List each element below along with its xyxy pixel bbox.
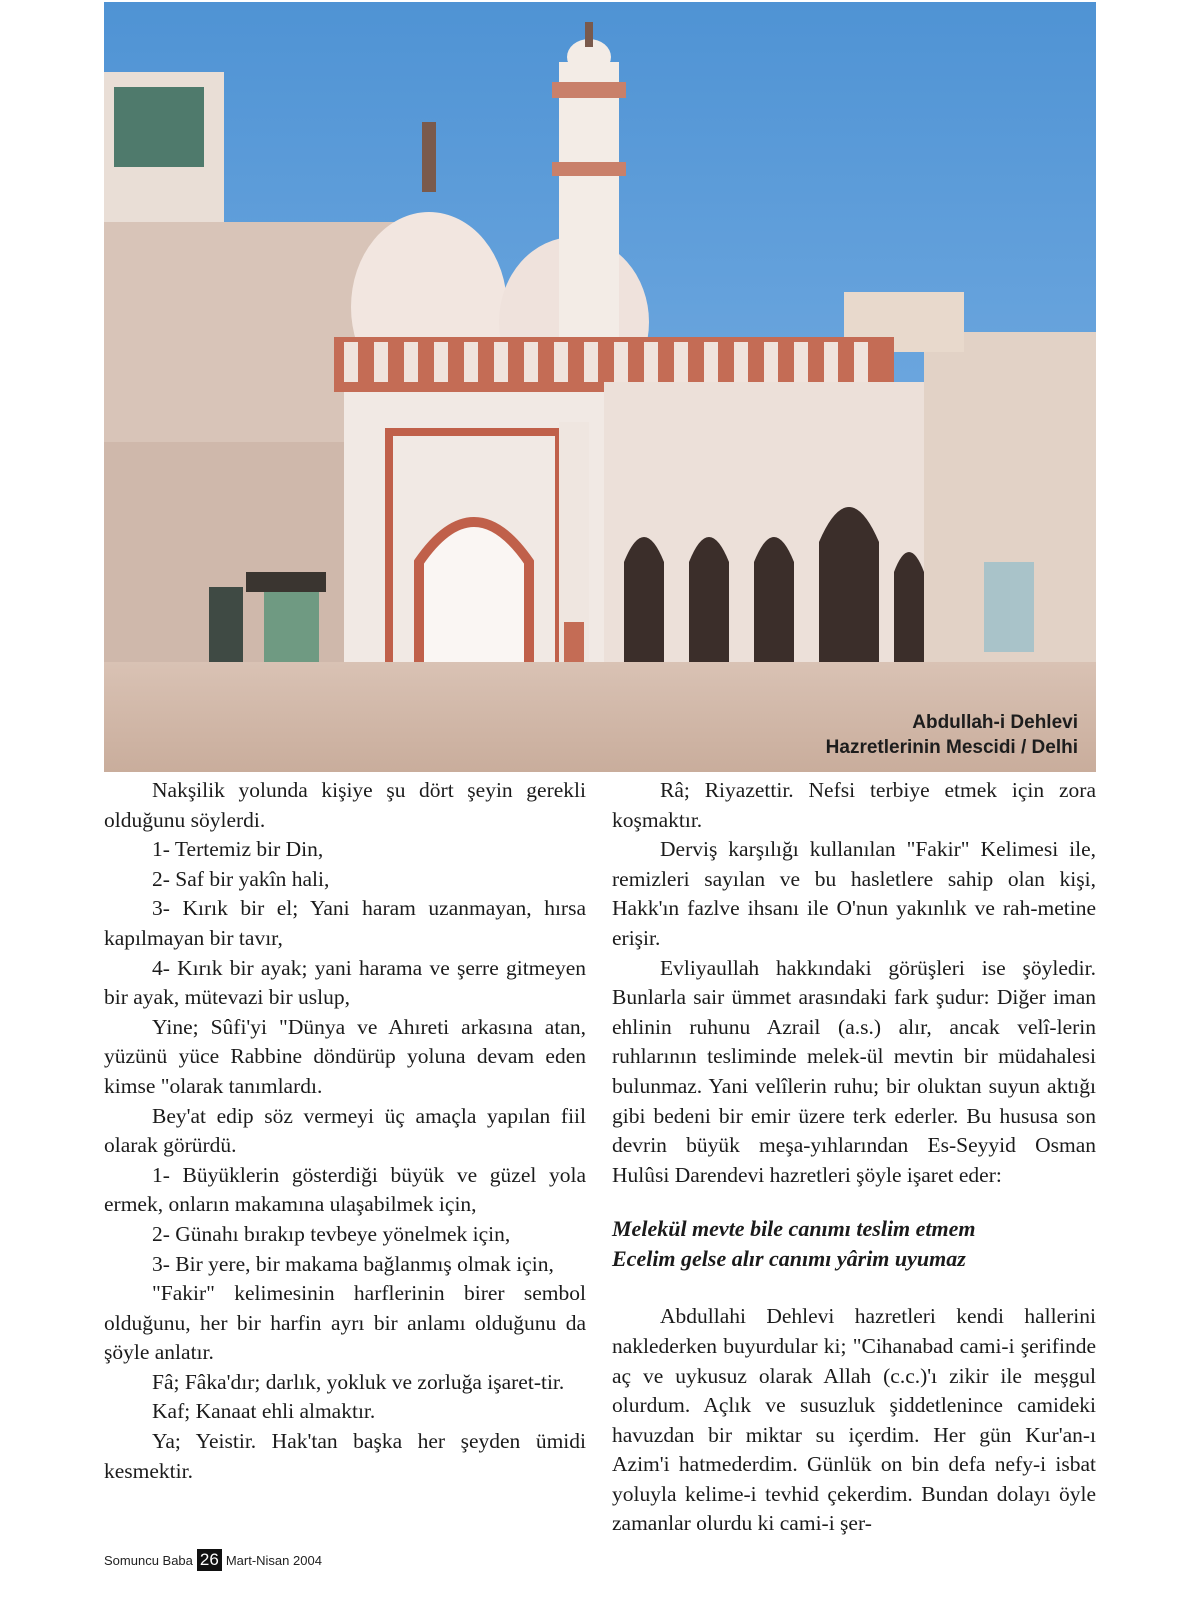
caption-line-1: Abdullah-i Dehlevi: [912, 712, 1078, 733]
poem-line-2: Ecelim gelse alır canımı yârim uyumaz: [612, 1246, 966, 1272]
page-number: 26: [197, 1549, 222, 1571]
paragraph: 3- Kırık bir el; Yani haram uzanmayan, hırsa kapılmayan bir tavır,: [104, 896, 586, 950]
page-footer: [104, 1549, 322, 1571]
paragraph: Yine; Sûfi'yi "Dünya ve Ahıreti arkasına atan, yüzünü yüce Rabbine döndürüp yoluna devam eden kimse "olarak tanımlardı.: [104, 1014, 586, 1098]
left-text-column: [104, 776, 586, 1486]
issue-date: Mart-Nisan 2004: [225, 1552, 322, 1568]
paragraph: Nakşilik yolunda kişiye şu dört şeyin gerekli olduğunu söylerdi.: [104, 778, 586, 832]
paragraph: Ya; Yeistir. Hak'tan başka her şeyden ümidi kesmektir.: [104, 1429, 586, 1483]
paragraph: 1- Büyüklerin gösterdiği büyük ve güzel yola ermek, onların makamına ulaşabilmek için,: [104, 1162, 586, 1217]
magazine-name: Somuncu Baba: [104, 1552, 193, 1568]
paragraph: Evliyaullah hakkındaki görüşleri ise şöyledir. Bunlarla sair ümmet arasındaki fark şudur: Diğer iman ehlinin ruhunu Azrail (a.s.) alır, ancak velî-lerin ruhlarının tesliminde melek-ül mevtin bir müdahalesi bulunmaz. Yani velîlerin ruhu; bir oluktan suyun aktığı gibi bedeni bir emir üzere terk ederler. Bu hususa son devrin büyük meşa-yıhlarından Es-Seyyid Osman Hulûsi Darendevi hazretleri şöyle işaret eder:: [612, 955, 1096, 1187]
mosque-photo: [104, 2, 1096, 772]
paragraph: Abdullahi Dehlevi hazretleri kendi hallerini naklederken buyurdular ki; "Cihanabad cami-i şerifinde aç ve uykusuz olarak Allah (c.c.)'ı zikir ile meşgul olurdum. Açlık ve susuzluk şiddetlenince camideki havuzdan bir miktar su içerdim. Her gün Kur'an-ı Azim'i hatmederdim. Günlük on bin defa nefy-i isbat yoluyla kelime-i tevhid çekerdim. Bundan dolayı öyle zamanlar olurdu ki cami-i şer-: [612, 1304, 1096, 1536]
mosque-illustration: [104, 2, 1096, 772]
paragraph: Bey'at edip söz vermeyi üç amaçla yapılan fiil olarak görürdü.: [104, 1103, 586, 1158]
paragraph: 3- Bir yere, bir makama bağlanmış olmak için,: [152, 1251, 554, 1276]
poem-line-1: Melekül mevte bile canımı teslim etmem: [612, 1216, 976, 1242]
poem-verse: [612, 1214, 1096, 1274]
right-text-column: [612, 776, 1096, 1539]
paragraph: Râ; Riyazettir. Nefsi terbiye etmek için zora koşmaktır.: [612, 778, 1096, 832]
caption-line-2: Hazretlerinin Mescidi / Delhi: [825, 737, 1078, 758]
paragraph: Fâ; Fâka'dır; darlık, yokluk ve zorluğa işaret-tir.: [152, 1369, 565, 1394]
photo-caption: [826, 710, 1078, 760]
paragraph: "Fakir" kelimesinin harflerinin birer sembol olduğunu, her bir harfin ayrı bir anlamı olduğunu da şöyle anlatır.: [104, 1281, 586, 1365]
paragraph: 2- Günahı bırakıp tevbeye yönelmek için,: [152, 1221, 511, 1246]
paragraph: Kaf; Kanaat ehli almaktır.: [152, 1399, 376, 1424]
paragraph: 2- Saf bir yakîn hali,: [152, 866, 330, 891]
paragraph: Derviş karşılığı kullanılan "Fakir" Kelimesi ile, remizleri sayılan ve bu hasletlere sahip olan kişi, Hakk'ın fazlve ihsanı ile O'nun yakınlık ve rah-metine erişir.: [612, 837, 1096, 950]
paragraph: 1- Tertemiz bir Din,: [152, 837, 324, 862]
paragraph: 4- Kırık bir ayak; yani harama ve şerre gitmeyen bir ayak, mütevazi bir uslup,: [104, 955, 586, 1010]
